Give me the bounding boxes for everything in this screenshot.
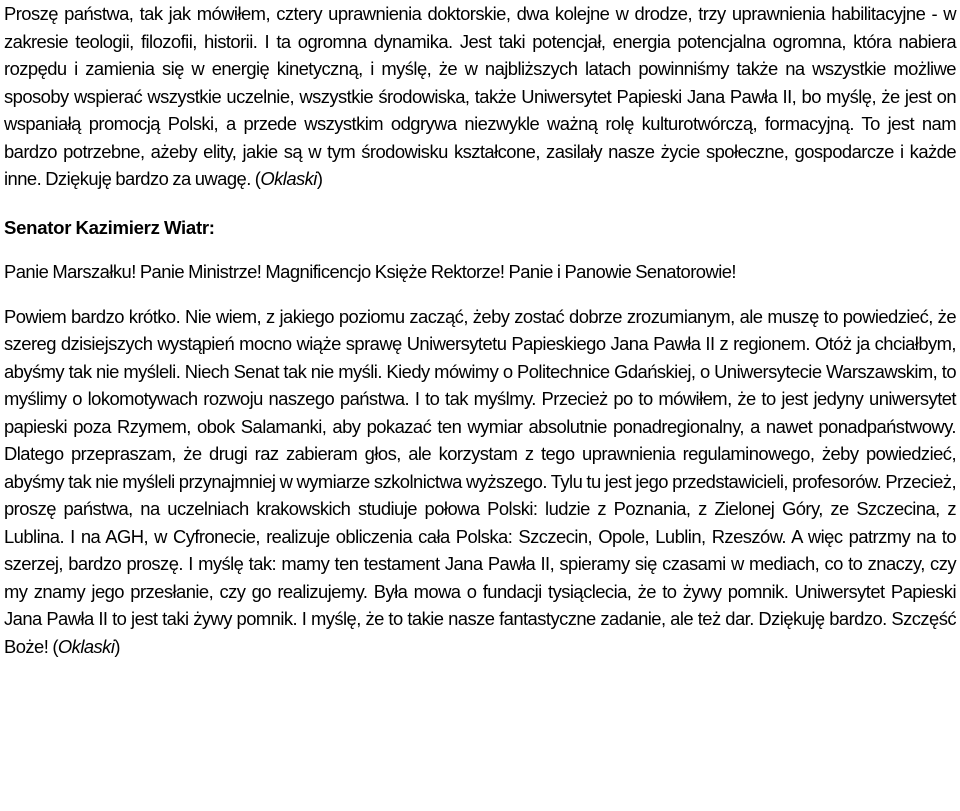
paragraph-spacer [4,286,956,303]
paragraph-text: Proszę państwa, tak jak mówiłem, cztery uprawnienia doktorskie, dwa kolejne w drodze, trzy uprawnienia habilitacyjne - w zakresie teologii, filozofii, historii. I ta ogromna dynamika. Jest taki potencjał, energia potencjalna ogromna, która nabiera rozpędu i zamienia się w energię kinetyczną, i myślę, że w najbliższych latach powinniśmy także na wszystkie możliwe sposoby wspierać wszystkie uczelnie, wszystkie środowiska, także Uniwersytet Papieski Jana Pawła II, bo myślę, że jest on wspaniałą promocją Polski, a przede wszystkim odgrywa niezwykle ważną rolę kulturotwórczą, formacyjną. To jest nam bardzo potrzebne, ażeby elity, jakie są w tym środowisku kształcone, zasilały nasze życie społeczne, gospodarcze i każde inne. Dziękuję bardzo za uwagę. ( [4,3,956,189]
greeting-line: Panie Marszałku! Panie Ministrze! Magnificencjo Księże Rektorze! Panie i Panowie Senatorowie! [4,261,736,282]
transcript-page [4,0,956,660]
paragraph-text: Powiem bardzo krótko. Nie wiem, z jakiego poziomu zacząć, żeby zostać dobrze zrozumianym, ale muszę to powiedzieć, że szereg dzisiejszych wystąpień mocno wiąże sprawę Uniwersytetu Papieskiego Jana Pawła II z regionem. Otóż ja chciałbym, abyśmy tak nie myśleli. Niech Senat tak nie myśli. Kiedy mówimy o Politechnice Gdańskiej, o Uniwersytecie Warszawskim, to myślimy o lokomotywach rozwoju naszego państwa. I to tak myślmy. Przecież po to mówiłem, że to jest jedyny uniwersytet papieski poza Rzymem, obok Salamanki, aby pokazać ten wymiar absolutnie ponadregionalny, a nawet ponadpaństwowy. Dlatego przepraszam, że drugi raz zabieram głos, ale korzystam z tego uprawnienia regulaminowego, żeby powiedzieć, abyśmy tak nie myśleli przynajmniej w wymiarze szkolnictwa wyższego. Tylu tu jest jego przedstawicieli, profesorów. Przecież, proszę państwa, na uczelniach krakowskich studiuje połowa Polski: ludzie z Poznania, z Zielonej Góry, ze Szczecina, z Lublina. I na AGH, w Cyfronecie, realizuje obliczenia cała Polska: Szczecin, Opole, Lublin, Rzeszów. A więc patrzmy na to szerzej, bardzo proszę. I myślę tak: mamy ten testament Jana Pawła II, spieramy się czasami w mediach, co to znaczy, czy my znamy jego przesłanie, czy go realizujemy. Była mowa o fundacji tysiąclecia, że to żywy pomnik. Uniwersytet Papieski Jana Pawła II to jest taki żywy pomnik. I myślę, że to takie nasze fantastyczne zadanie, ale też dar. Dziękuję bardzo. Szczęść Boże! ( [4,305,956,657]
reaction-close: ) [114,635,120,657]
transcript-paragraph [4,303,956,661]
reaction-close: ) [316,168,323,189]
speaker-heading: Senator Kazimierz Wiatr: [4,216,215,238]
paragraph-spacer [4,241,956,258]
audience-reaction: Oklaski [57,635,115,657]
transcript-paragraph [4,0,956,193]
audience-reaction: Oklaski [260,168,317,189]
paragraph-spacer [4,193,956,214]
